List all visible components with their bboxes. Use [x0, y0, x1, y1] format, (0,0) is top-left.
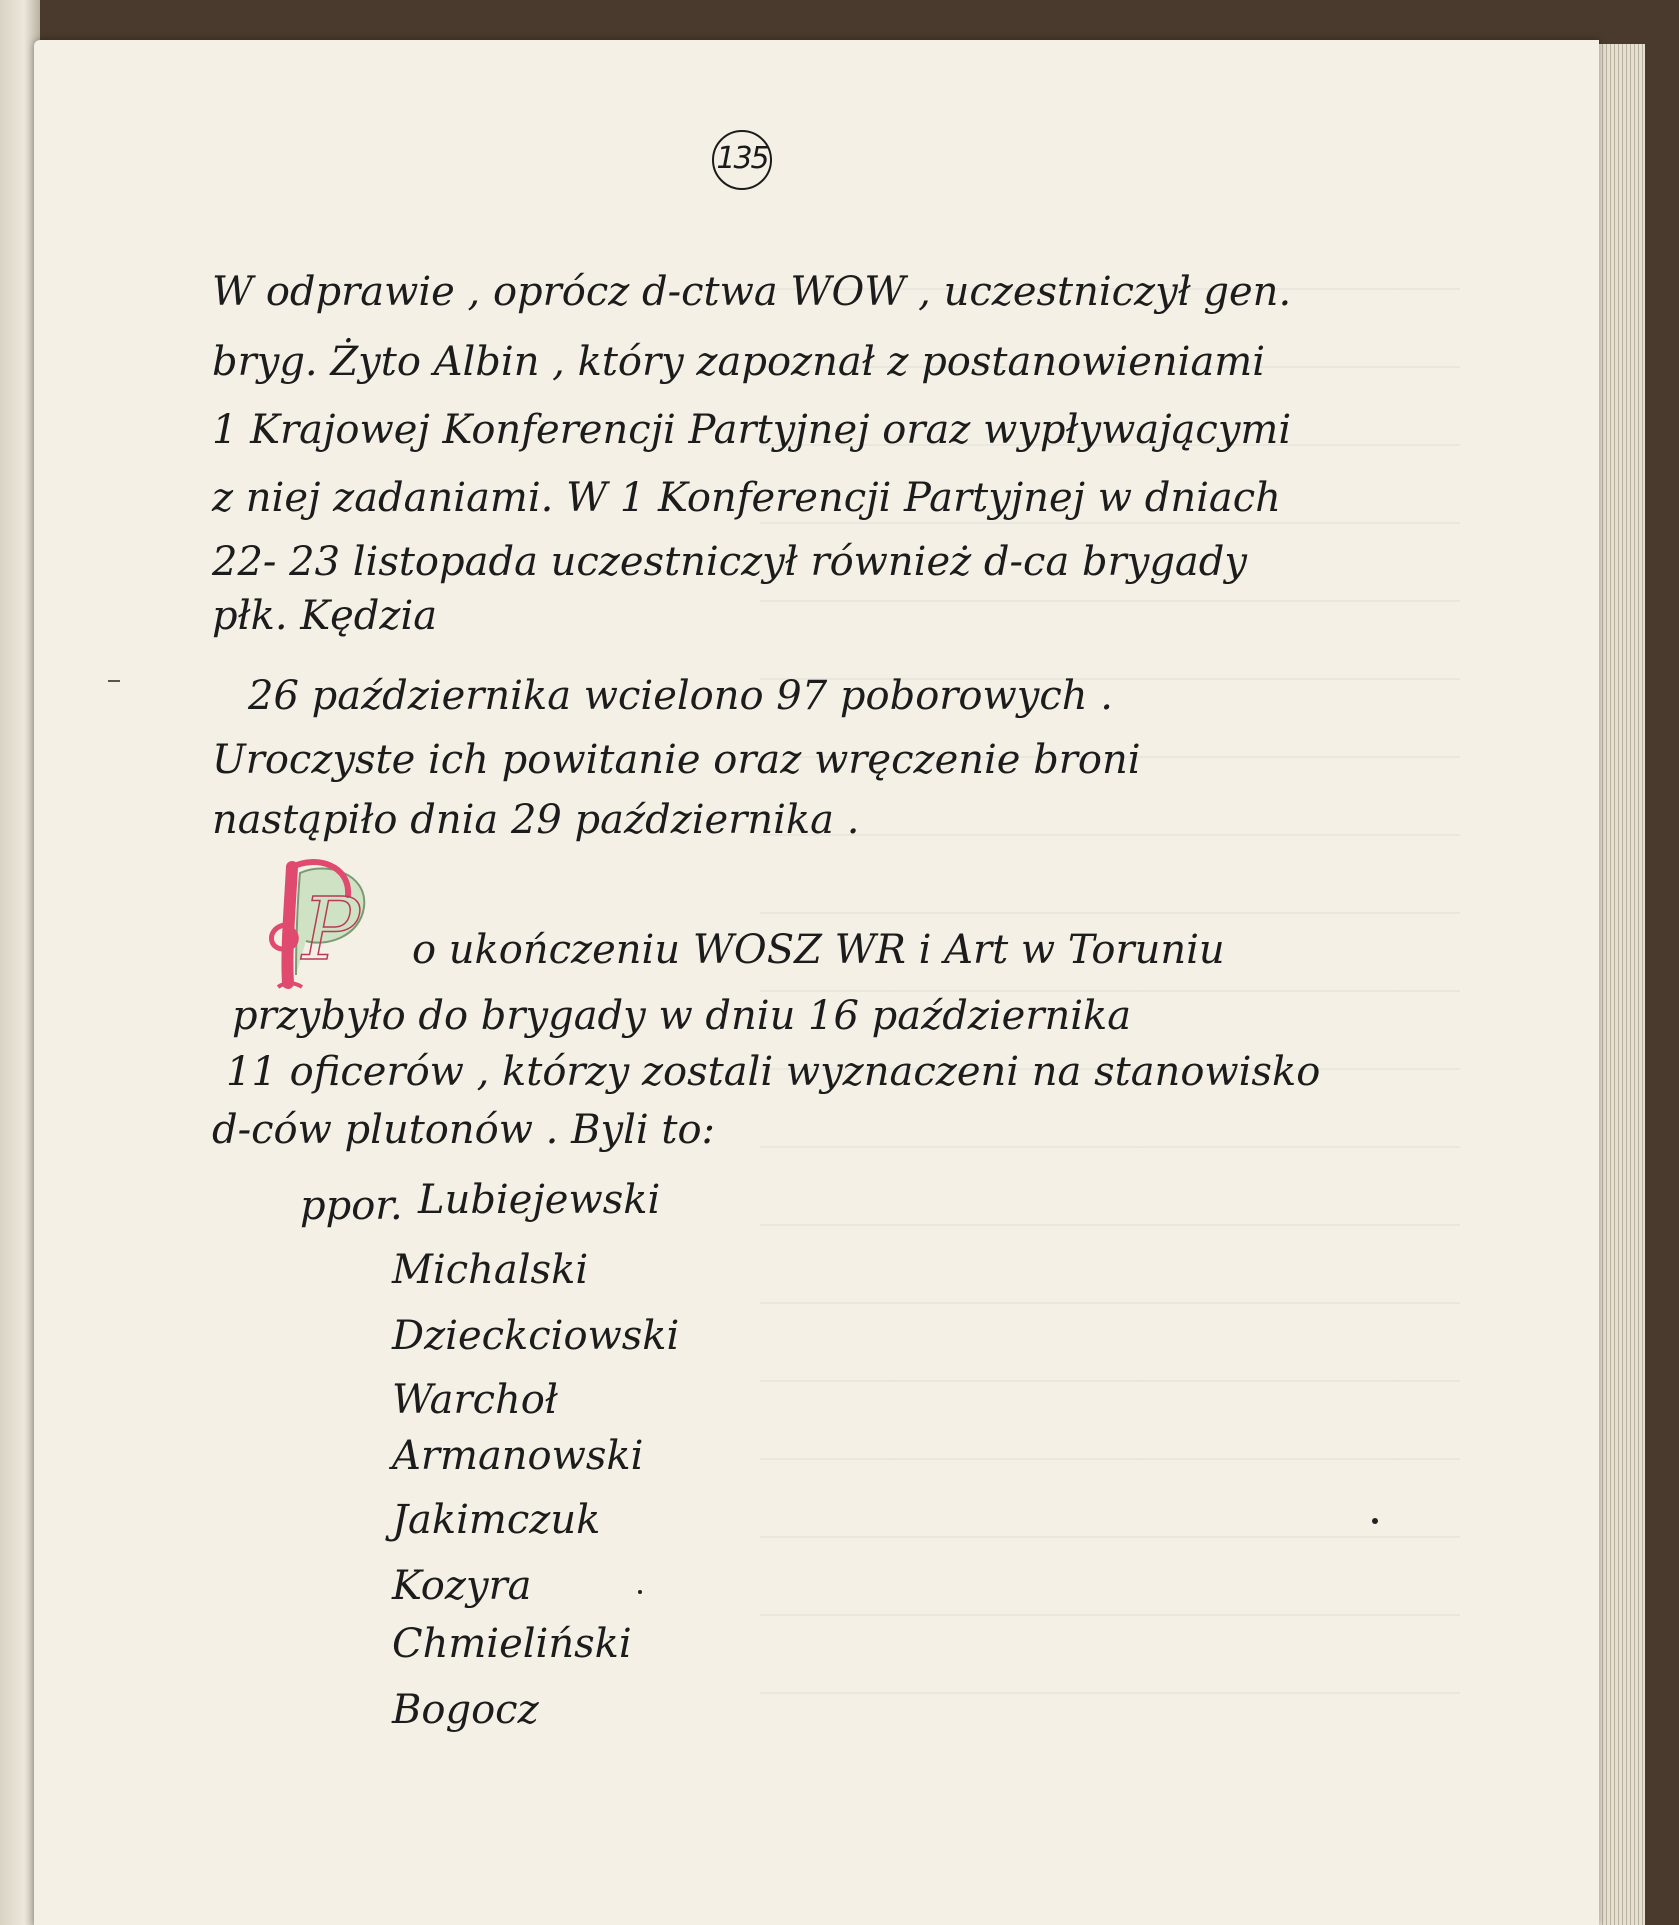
text-line: 26 października wcielono 97 poborowych .	[248, 673, 1113, 719]
text-line: płk. Kędzia	[212, 593, 438, 639]
text-line: 11 oficerów , którzy zostali wyznaczeni na stanowisko	[226, 1049, 1321, 1095]
text-line: przybyło do brygady w dniu 16 października	[232, 993, 1132, 1039]
ink-dot	[638, 1590, 642, 1594]
bleed-through-text	[760, 240, 1460, 1720]
officer-name: Warchoł	[392, 1377, 558, 1423]
text-line: W odprawie , oprócz d-ctwa WOW , uczestniczył gen.	[212, 269, 1292, 315]
officer-name: Armanowski	[392, 1433, 644, 1479]
text-line: nastąpiło dnia 29 października .	[212, 797, 860, 843]
officer-name: Chmieliński	[392, 1621, 632, 1667]
page-number: 135	[712, 130, 772, 190]
officer-rank: ppor.	[300, 1183, 403, 1229]
officer-name: Lubiejewski	[418, 1177, 661, 1223]
text-line: 22- 23 listopada uczestniczył również d-ca brygady	[212, 539, 1247, 585]
drop-cap-p	[256, 855, 374, 995]
ink-dot	[1372, 1518, 1378, 1524]
officer-name: Jakimczuk	[392, 1497, 601, 1543]
officer-name: Bogocz	[392, 1687, 539, 1733]
text-line: Uroczyste ich powitanie oraz wręczenie broni	[212, 737, 1141, 783]
text-line: o ukończeniu WOSZ WR i Art w Toruniu	[412, 927, 1225, 973]
text-line: z niej zadaniami. W 1 Konferencji Partyjnej w dniach	[212, 475, 1281, 521]
officer-name: Dzieckciowski	[392, 1313, 680, 1359]
margin-mark	[108, 680, 120, 682]
text-line: d-ców plutonów . Byli to:	[212, 1107, 716, 1153]
officer-name: Michalski	[392, 1247, 589, 1293]
text-line: bryg. Żyto Albin , który zapoznał z postanowieniami	[212, 339, 1266, 385]
text-line: 1 Krajowej Konferencji Partyjnej oraz wypływającymi	[212, 407, 1292, 453]
page-stack-edges	[1595, 44, 1645, 1925]
officer-name: Kozyra	[392, 1563, 532, 1609]
svg-text:P: P	[302, 880, 360, 980]
